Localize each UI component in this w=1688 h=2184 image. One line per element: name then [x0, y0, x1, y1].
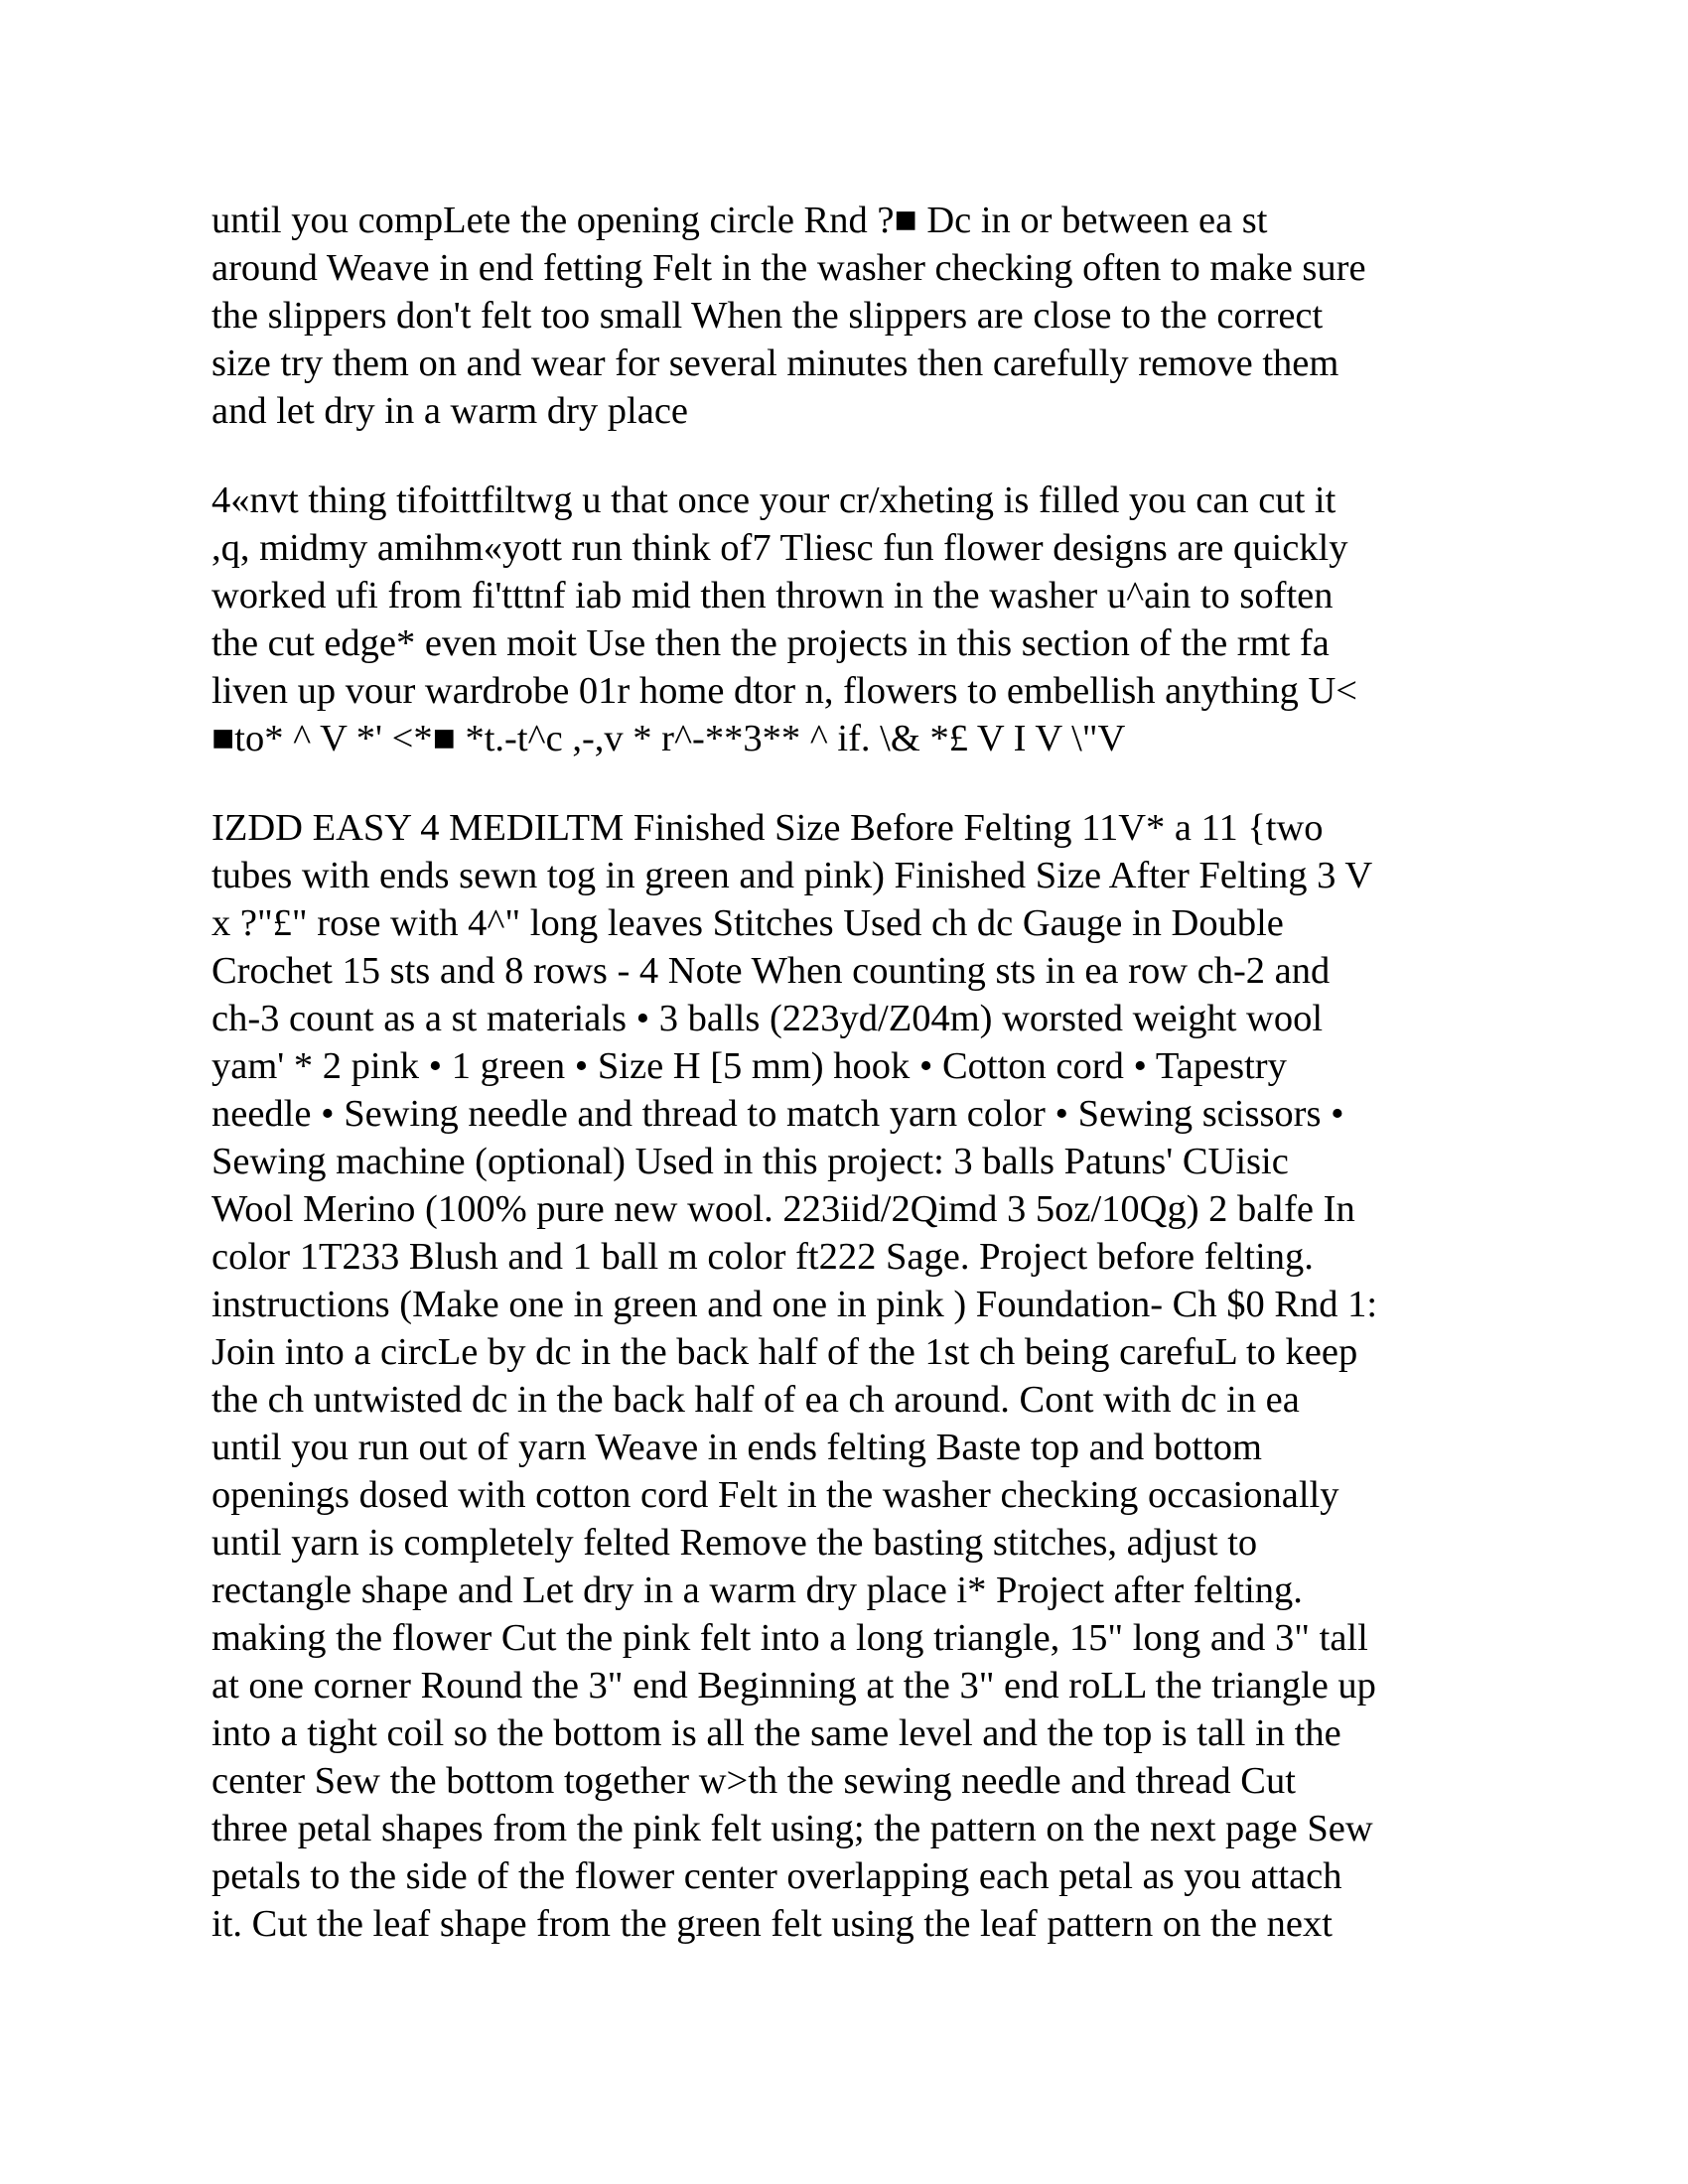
paragraph-gap [211, 762, 1492, 804]
text-line: it. Cut the leaf shape from the green felt using the leaf pattern on the next [211, 1903, 1333, 1945]
text-line: until you compLete the opening circle Rnd ?■ Dc in or between ea st [211, 200, 1268, 241]
text-line: making the flower Cut the pink felt into a long triangle, 15" long and 3" tall [211, 1617, 1368, 1659]
text-line: yam' * 2 pink • 1 green • Size H [5 mm) hook • Cotton cord • Tapestry [211, 1045, 1287, 1087]
text-line: color 1T233 Blush and 1 ball m color ft222 Sage. Project before felting. [211, 1236, 1314, 1278]
document-body [211, 197, 1492, 1948]
text-line: Crochet 15 sts and 8 rows - 4 Note When counting sts in ea row ch-2 and [211, 950, 1331, 992]
text-line: Sewing machine (optional) Used in this project: 3 balls Patuns' CUisic [211, 1141, 1289, 1182]
text-line: ch-3 count as a st materials • 3 balls (223yd/Z04m) worsted weight wool [211, 998, 1324, 1039]
text-line: worked ufi from fi'tttnf iab mid then thrown in the washer u^ain to soften [211, 575, 1334, 616]
text-line: needle • Sewing needle and thread to match yarn color • Sewing scissors • [211, 1093, 1344, 1135]
text-line: ,q, midmy amihm«yott run think of7 Tliesc fun flower designs are quickly [211, 527, 1348, 569]
text-line: ■to* ^ V *' <*■ *t.-t^c ,-,v * r^-**3** ^ if. \& *£ V I V \"V [211, 718, 1126, 759]
text-line: tubes with ends sewn tog in green and pink) Finished Size After Felting 3 V [211, 855, 1373, 896]
text-line: Join into a circLe by dc in the back half of the 1st ch being carefuL to keep [211, 1331, 1358, 1373]
text-line: center Sew the bottom together w>th the sewing needle and thread Cut [211, 1760, 1296, 1802]
paragraph-felting-finish [211, 197, 1492, 435]
text-line: Wool Merino (100% pure new wool. 223iid/2Qimd 3 5oz/10Qg) 2 balfe In [211, 1188, 1355, 1230]
text-line: into a tight coil so the bottom is all the same level and the top is tall in the [211, 1712, 1341, 1754]
text-line: instructions (Make one in green and one in pink ) Foundation- Ch $0 Rnd 1: [211, 1284, 1378, 1325]
text-line: three petal shapes from the pink felt using; the pattern on the next page Sew [211, 1808, 1373, 1849]
text-line: the cut edge* even moit Use then the projects in this section of the rmt fa [211, 622, 1330, 664]
text-line: x ?"£" rose with 4^" long leaves Stitches Used ch dc Gauge in Double [211, 902, 1284, 944]
text-line: until you run out of yarn Weave in ends felting Baste top and bottom [211, 1427, 1262, 1468]
text-line: IZDD EASY 4 MEDILTM Finished Size Before Felting 11V* a 11 {two [211, 807, 1324, 849]
text-line: rectangle shape and Let dry in a warm dry place i* Project after felting. [211, 1570, 1303, 1611]
paragraph-gap [211, 435, 1492, 477]
text-line: around Weave in end fetting Felt in the washer checking often to make sure [211, 247, 1366, 289]
text-line: at one corner Round the 3" end Beginning at the 3" end roLL the triangle up [211, 1665, 1376, 1706]
text-line: size try them on and wear for several minutes then carefully remove them [211, 342, 1339, 384]
paragraph-intro [211, 477, 1492, 762]
paragraph-pattern-instructions [211, 804, 1492, 1948]
text-line: the slippers don't felt too small When the slippers are close to the correct [211, 295, 1324, 337]
text-line: liven up vour wardrobe 01r home dtor n, flowers to embellish anything U< [211, 670, 1358, 712]
text-line: 4«nvt thing tifoittfiltwg u that once your cr/xheting is filled you can cut it [211, 479, 1336, 521]
text-line: the ch untwisted dc in the back half of ea ch around. Cont with dc in ea [211, 1379, 1300, 1421]
text-line: and let dry in a warm dry place [211, 390, 688, 432]
text-line: openings dosed with cotton cord Felt in the washer checking occasionally [211, 1474, 1339, 1516]
text-line: petals to the side of the flower center overlapping each petal as you attach [211, 1855, 1342, 1897]
text-line: until yarn is completely felted Remove the basting stitches, adjust to [211, 1522, 1258, 1564]
